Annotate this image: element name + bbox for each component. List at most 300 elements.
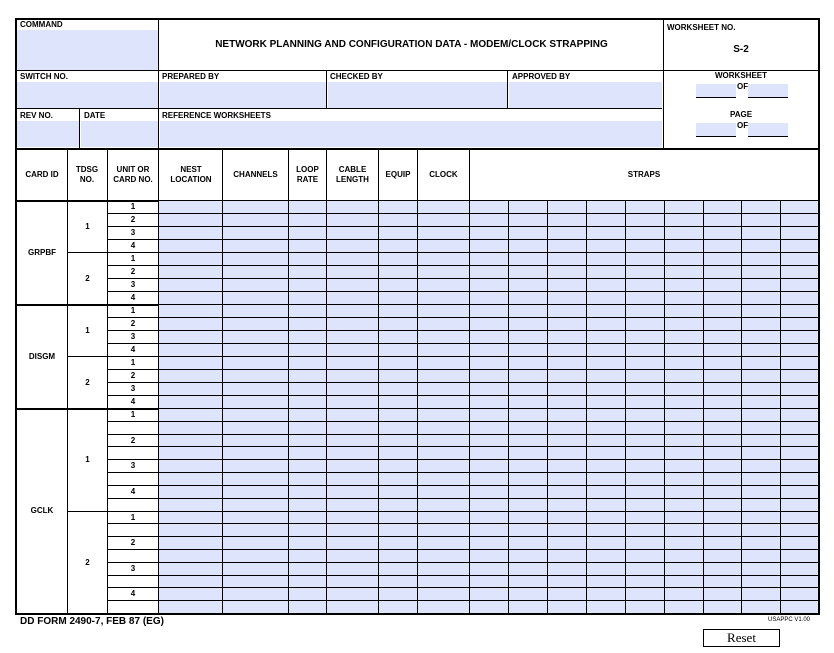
data-cell[interactable] — [665, 576, 703, 587]
reset-button[interactable]: Reset — [703, 629, 780, 647]
data-cell[interactable] — [626, 240, 664, 252]
data-cell[interactable] — [159, 279, 222, 291]
data-cell[interactable] — [289, 576, 326, 587]
data-cell[interactable] — [418, 253, 469, 265]
data-cell[interactable] — [781, 292, 818, 304]
data-cell[interactable] — [587, 240, 625, 252]
data-cell[interactable] — [742, 537, 780, 549]
data-cell[interactable] — [548, 550, 586, 562]
data-cell[interactable] — [470, 279, 508, 291]
data-cell[interactable] — [665, 435, 703, 446]
data-cell[interactable] — [587, 524, 625, 536]
data-cell[interactable] — [327, 422, 378, 434]
data-cell[interactable] — [781, 357, 818, 369]
data-cell[interactable] — [704, 357, 741, 369]
data-cell[interactable] — [742, 318, 780, 330]
data-cell[interactable] — [665, 473, 703, 485]
data-cell[interactable] — [587, 460, 625, 472]
data-cell[interactable] — [470, 214, 508, 226]
data-cell[interactable] — [704, 331, 741, 343]
data-cell[interactable] — [379, 331, 417, 343]
data-cell[interactable] — [470, 253, 508, 265]
data-cell[interactable] — [379, 601, 417, 613]
data-cell[interactable] — [548, 305, 586, 317]
data-cell[interactable] — [223, 435, 288, 446]
data-cell[interactable] — [159, 435, 222, 446]
data-cell[interactable] — [418, 524, 469, 536]
data-cell[interactable] — [379, 240, 417, 252]
data-cell[interactable] — [327, 396, 378, 408]
data-cell[interactable] — [470, 266, 508, 278]
data-cell[interactable] — [470, 447, 508, 459]
data-cell[interactable] — [223, 473, 288, 485]
data-cell[interactable] — [470, 576, 508, 587]
data-cell[interactable] — [289, 435, 326, 446]
data-cell[interactable] — [742, 383, 780, 395]
data-cell[interactable] — [704, 588, 741, 600]
data-cell[interactable] — [418, 473, 469, 485]
data-cell[interactable] — [159, 370, 222, 382]
data-cell[interactable] — [781, 214, 818, 226]
data-cell[interactable] — [781, 409, 818, 421]
data-cell[interactable] — [223, 447, 288, 459]
data-cell[interactable] — [418, 435, 469, 446]
data-cell[interactable] — [548, 253, 586, 265]
data-cell[interactable] — [626, 422, 664, 434]
data-cell[interactable] — [665, 331, 703, 343]
data-cell[interactable] — [509, 601, 547, 613]
data-cell[interactable] — [289, 292, 326, 304]
data-cell[interactable] — [742, 512, 780, 523]
data-cell[interactable] — [626, 279, 664, 291]
data-cell[interactable] — [379, 435, 417, 446]
data-cell[interactable] — [626, 601, 664, 613]
data-cell[interactable] — [289, 227, 326, 239]
data-cell[interactable] — [418, 240, 469, 252]
data-cell[interactable] — [327, 279, 378, 291]
data-cell[interactable] — [379, 576, 417, 587]
data-cell[interactable] — [548, 357, 586, 369]
data-cell[interactable] — [289, 524, 326, 536]
data-cell[interactable] — [665, 460, 703, 472]
data-cell[interactable] — [379, 214, 417, 226]
data-cell[interactable] — [223, 460, 288, 472]
data-cell[interactable] — [704, 240, 741, 252]
data-cell[interactable] — [587, 331, 625, 343]
data-cell[interactable] — [742, 473, 780, 485]
data-cell[interactable] — [781, 435, 818, 446]
data-cell[interactable] — [509, 588, 547, 600]
data-cell[interactable] — [509, 473, 547, 485]
data-cell[interactable] — [327, 383, 378, 395]
data-cell[interactable] — [159, 601, 222, 613]
data-cell[interactable] — [327, 550, 378, 562]
data-cell[interactable] — [327, 253, 378, 265]
data-cell[interactable] — [704, 214, 741, 226]
data-cell[interactable] — [159, 240, 222, 252]
data-cell[interactable] — [418, 409, 469, 421]
data-cell[interactable] — [223, 240, 288, 252]
data-cell[interactable] — [223, 383, 288, 395]
data-cell[interactable] — [470, 550, 508, 562]
data-cell[interactable] — [665, 292, 703, 304]
data-cell[interactable] — [742, 344, 780, 356]
data-cell[interactable] — [704, 422, 741, 434]
data-cell[interactable] — [327, 409, 378, 421]
data-cell[interactable] — [548, 279, 586, 291]
data-cell[interactable] — [548, 499, 586, 511]
data-cell[interactable] — [470, 396, 508, 408]
data-cell[interactable] — [289, 331, 326, 343]
data-cell[interactable] — [159, 447, 222, 459]
data-cell[interactable] — [289, 486, 326, 498]
data-cell[interactable] — [587, 486, 625, 498]
data-cell[interactable] — [289, 214, 326, 226]
data-cell[interactable] — [223, 214, 288, 226]
data-cell[interactable] — [379, 292, 417, 304]
data-cell[interactable] — [742, 253, 780, 265]
data-cell[interactable] — [665, 537, 703, 549]
data-cell[interactable] — [704, 396, 741, 408]
data-cell[interactable] — [327, 318, 378, 330]
data-cell[interactable] — [587, 512, 625, 523]
data-cell[interactable] — [665, 240, 703, 252]
data-cell[interactable] — [548, 214, 586, 226]
data-cell[interactable] — [327, 460, 378, 472]
data-cell[interactable] — [470, 486, 508, 498]
data-cell[interactable] — [327, 576, 378, 587]
data-cell[interactable] — [587, 550, 625, 562]
data-cell[interactable] — [626, 447, 664, 459]
data-cell[interactable] — [548, 266, 586, 278]
data-cell[interactable] — [418, 563, 469, 575]
data-cell[interactable] — [665, 318, 703, 330]
data-cell[interactable] — [418, 357, 469, 369]
data-cell[interactable] — [509, 279, 547, 291]
data-cell[interactable] — [665, 383, 703, 395]
data-cell[interactable] — [223, 486, 288, 498]
data-cell[interactable] — [379, 279, 417, 291]
data-cell[interactable] — [626, 537, 664, 549]
data-cell[interactable] — [223, 370, 288, 382]
data-cell[interactable] — [159, 344, 222, 356]
data-cell[interactable] — [548, 576, 586, 587]
data-cell[interactable] — [626, 576, 664, 587]
data-cell[interactable] — [470, 240, 508, 252]
data-cell[interactable] — [509, 318, 547, 330]
data-cell[interactable] — [418, 447, 469, 459]
data-cell[interactable] — [509, 447, 547, 459]
data-cell[interactable] — [548, 588, 586, 600]
data-cell[interactable] — [742, 305, 780, 317]
data-cell[interactable] — [379, 383, 417, 395]
data-cell[interactable] — [379, 499, 417, 511]
data-cell[interactable] — [223, 499, 288, 511]
data-cell[interactable] — [509, 201, 547, 213]
data-cell[interactable] — [742, 460, 780, 472]
data-cell[interactable] — [289, 396, 326, 408]
data-cell[interactable] — [327, 227, 378, 239]
data-cell[interactable] — [548, 435, 586, 446]
data-cell[interactable] — [781, 305, 818, 317]
data-cell[interactable] — [159, 524, 222, 536]
data-cell[interactable] — [704, 279, 741, 291]
data-cell[interactable] — [665, 227, 703, 239]
data-cell[interactable] — [470, 305, 508, 317]
data-cell[interactable] — [223, 201, 288, 213]
data-cell[interactable] — [587, 601, 625, 613]
data-cell[interactable] — [379, 524, 417, 536]
data-cell[interactable] — [470, 383, 508, 395]
data-cell[interactable] — [289, 383, 326, 395]
data-cell[interactable] — [742, 601, 780, 613]
data-cell[interactable] — [509, 460, 547, 472]
data-cell[interactable] — [327, 601, 378, 613]
data-cell[interactable] — [665, 550, 703, 562]
data-cell[interactable] — [418, 588, 469, 600]
data-cell[interactable] — [509, 214, 547, 226]
data-cell[interactable] — [742, 524, 780, 536]
data-cell[interactable] — [223, 253, 288, 265]
data-cell[interactable] — [548, 370, 586, 382]
data-cell[interactable] — [626, 396, 664, 408]
data-cell[interactable] — [665, 305, 703, 317]
data-cell[interactable] — [379, 201, 417, 213]
data-cell[interactable] — [223, 266, 288, 278]
data-cell[interactable] — [379, 563, 417, 575]
data-cell[interactable] — [509, 422, 547, 434]
data-cell[interactable] — [587, 357, 625, 369]
data-cell[interactable] — [742, 370, 780, 382]
data-cell[interactable] — [587, 422, 625, 434]
data-cell[interactable] — [587, 201, 625, 213]
data-cell[interactable] — [626, 524, 664, 536]
data-cell[interactable] — [548, 422, 586, 434]
data-cell[interactable] — [379, 409, 417, 421]
data-cell[interactable] — [626, 409, 664, 421]
data-cell[interactable] — [159, 563, 222, 575]
data-cell[interactable] — [418, 486, 469, 498]
data-cell[interactable] — [289, 447, 326, 459]
data-cell[interactable] — [587, 447, 625, 459]
data-cell[interactable] — [626, 499, 664, 511]
data-cell[interactable] — [742, 435, 780, 446]
data-cell[interactable] — [704, 601, 741, 613]
data-cell[interactable] — [626, 563, 664, 575]
data-cell[interactable] — [704, 409, 741, 421]
data-cell[interactable] — [587, 344, 625, 356]
data-cell[interactable] — [223, 409, 288, 421]
data-cell[interactable] — [379, 396, 417, 408]
data-cell[interactable] — [418, 422, 469, 434]
data-cell[interactable] — [665, 266, 703, 278]
data-cell[interactable] — [587, 318, 625, 330]
data-cell[interactable] — [626, 318, 664, 330]
data-cell[interactable] — [159, 383, 222, 395]
data-cell[interactable] — [379, 370, 417, 382]
data-cell[interactable] — [665, 499, 703, 511]
data-cell[interactable] — [470, 460, 508, 472]
data-cell[interactable] — [509, 524, 547, 536]
data-cell[interactable] — [587, 576, 625, 587]
data-cell[interactable] — [665, 447, 703, 459]
data-cell[interactable] — [379, 486, 417, 498]
data-cell[interactable] — [159, 576, 222, 587]
data-cell[interactable] — [418, 266, 469, 278]
data-cell[interactable] — [781, 576, 818, 587]
data-cell[interactable] — [418, 279, 469, 291]
data-cell[interactable] — [548, 460, 586, 472]
data-cell[interactable] — [742, 422, 780, 434]
data-cell[interactable] — [781, 383, 818, 395]
data-cell[interactable] — [548, 201, 586, 213]
data-cell[interactable] — [665, 601, 703, 613]
data-cell[interactable] — [665, 344, 703, 356]
data-cell[interactable] — [159, 318, 222, 330]
data-cell[interactable] — [470, 563, 508, 575]
data-cell[interactable] — [781, 499, 818, 511]
data-cell[interactable] — [327, 435, 378, 446]
data-cell[interactable] — [379, 550, 417, 562]
data-cell[interactable] — [418, 214, 469, 226]
data-cell[interactable] — [548, 331, 586, 343]
data-cell[interactable] — [742, 240, 780, 252]
data-cell[interactable] — [327, 512, 378, 523]
data-cell[interactable] — [704, 486, 741, 498]
data-cell[interactable] — [470, 227, 508, 239]
data-cell[interactable] — [548, 473, 586, 485]
data-cell[interactable] — [379, 422, 417, 434]
data-cell[interactable] — [781, 253, 818, 265]
data-cell[interactable] — [587, 537, 625, 549]
data-cell[interactable] — [742, 499, 780, 511]
data-cell[interactable] — [587, 227, 625, 239]
data-cell[interactable] — [159, 292, 222, 304]
date-field[interactable] — [81, 121, 158, 147]
data-cell[interactable] — [509, 435, 547, 446]
data-cell[interactable] — [587, 396, 625, 408]
data-cell[interactable] — [418, 601, 469, 613]
data-cell[interactable] — [470, 370, 508, 382]
data-cell[interactable] — [587, 588, 625, 600]
data-cell[interactable] — [159, 266, 222, 278]
data-cell[interactable] — [289, 357, 326, 369]
data-cell[interactable] — [327, 357, 378, 369]
data-cell[interactable] — [327, 331, 378, 343]
prepared-by-field[interactable] — [160, 82, 326, 108]
data-cell[interactable] — [509, 396, 547, 408]
data-cell[interactable] — [587, 473, 625, 485]
data-cell[interactable] — [665, 409, 703, 421]
data-cell[interactable] — [704, 266, 741, 278]
data-cell[interactable] — [509, 240, 547, 252]
data-cell[interactable] — [418, 537, 469, 549]
data-cell[interactable] — [418, 383, 469, 395]
data-cell[interactable] — [327, 370, 378, 382]
data-cell[interactable] — [223, 588, 288, 600]
data-cell[interactable] — [159, 499, 222, 511]
page-of-field[interactable] — [748, 123, 788, 136]
data-cell[interactable] — [289, 266, 326, 278]
data-cell[interactable] — [379, 253, 417, 265]
data-cell[interactable] — [704, 227, 741, 239]
data-cell[interactable] — [704, 201, 741, 213]
data-cell[interactable] — [223, 357, 288, 369]
data-cell[interactable] — [159, 550, 222, 562]
data-cell[interactable] — [781, 422, 818, 434]
data-cell[interactable] — [548, 292, 586, 304]
data-cell[interactable] — [704, 499, 741, 511]
data-cell[interactable] — [509, 344, 547, 356]
reference-worksheets-field[interactable] — [160, 121, 662, 147]
data-cell[interactable] — [704, 550, 741, 562]
data-cell[interactable] — [289, 537, 326, 549]
data-cell[interactable] — [159, 512, 222, 523]
data-cell[interactable] — [742, 576, 780, 587]
switch-no-field[interactable] — [17, 82, 158, 108]
data-cell[interactable] — [159, 537, 222, 549]
data-cell[interactable] — [418, 550, 469, 562]
data-cell[interactable] — [470, 344, 508, 356]
data-cell[interactable] — [626, 588, 664, 600]
data-cell[interactable] — [327, 537, 378, 549]
data-cell[interactable] — [587, 409, 625, 421]
data-cell[interactable] — [781, 460, 818, 472]
data-cell[interactable] — [289, 588, 326, 600]
data-cell[interactable] — [781, 447, 818, 459]
data-cell[interactable] — [159, 473, 222, 485]
data-cell[interactable] — [781, 396, 818, 408]
data-cell[interactable] — [418, 344, 469, 356]
data-cell[interactable] — [781, 473, 818, 485]
data-cell[interactable] — [223, 537, 288, 549]
data-cell[interactable] — [327, 588, 378, 600]
data-cell[interactable] — [159, 588, 222, 600]
data-cell[interactable] — [587, 370, 625, 382]
data-cell[interactable] — [289, 253, 326, 265]
data-cell[interactable] — [327, 266, 378, 278]
data-cell[interactable] — [704, 292, 741, 304]
data-cell[interactable] — [704, 318, 741, 330]
data-cell[interactable] — [379, 266, 417, 278]
data-cell[interactable] — [742, 214, 780, 226]
approved-by-field[interactable] — [509, 82, 662, 108]
worksheet-number-field[interactable] — [696, 84, 736, 97]
data-cell[interactable] — [418, 370, 469, 382]
data-cell[interactable] — [587, 266, 625, 278]
data-cell[interactable] — [223, 576, 288, 587]
data-cell[interactable] — [548, 537, 586, 549]
data-cell[interactable] — [781, 201, 818, 213]
data-cell[interactable] — [379, 305, 417, 317]
data-cell[interactable] — [548, 447, 586, 459]
data-cell[interactable] — [289, 279, 326, 291]
data-cell[interactable] — [548, 563, 586, 575]
data-cell[interactable] — [289, 370, 326, 382]
data-cell[interactable] — [379, 512, 417, 523]
data-cell[interactable] — [704, 447, 741, 459]
data-cell[interactable] — [626, 266, 664, 278]
data-cell[interactable] — [626, 473, 664, 485]
data-cell[interactable] — [626, 214, 664, 226]
data-cell[interactable] — [470, 422, 508, 434]
data-cell[interactable] — [289, 550, 326, 562]
data-cell[interactable] — [289, 409, 326, 421]
data-cell[interactable] — [509, 512, 547, 523]
data-cell[interactable] — [418, 576, 469, 587]
data-cell[interactable] — [470, 499, 508, 511]
data-cell[interactable] — [289, 460, 326, 472]
